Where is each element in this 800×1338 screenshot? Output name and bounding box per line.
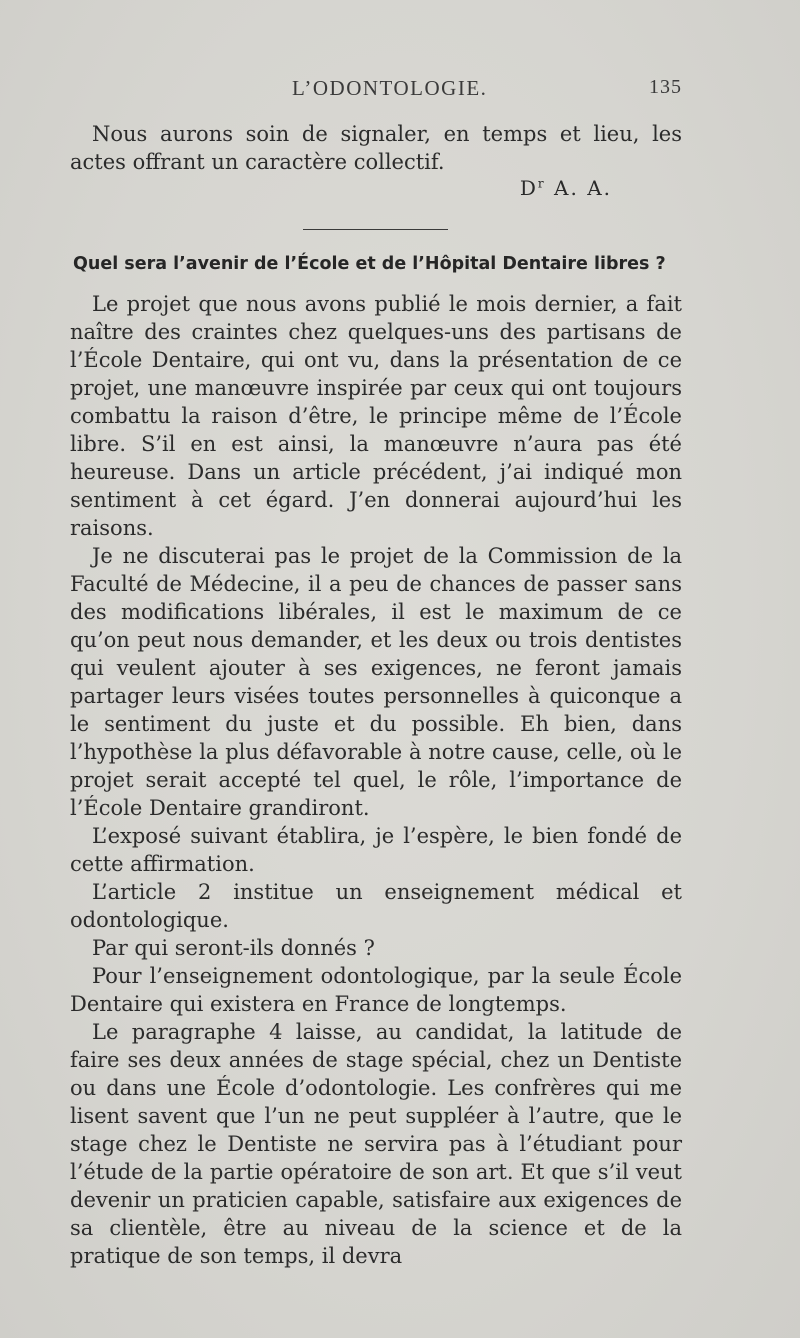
signature-sup: r — [537, 176, 546, 191]
running-header — [0, 76, 800, 106]
article-body — [70, 290, 682, 1270]
article-paragraph: Je ne discuterai pas le projet de la Commission de la Faculté de Médecine, il a peu de chances de passer sans des modifications libérales, il est le maximum de ce qu’on peut nous demander, et les deux ou trois dentistes qui veulent ajouter à ses exigences, ne feront jamais partager leurs visées toutes personnelles à quiconque a le sentiment du juste et du possible. Eh bien, dans l’hypothèse la plus défavorable à notre cause, celle, où le projet serait accepté tel quel, le rôle, l’importance de l’École Dentaire grandiront. — [70, 544, 682, 820]
signature — [520, 176, 612, 200]
article-paragraph: Le paragraphe 4 laisse, au candidat, la latitude de faire ses deux années de stage spécial, chez un Dentiste ou dans une École d’odontologie. Les confrères qui me lisent savent que l’un ne peut suppléer à l’autre, que le stage chez le Dentiste ne servira pas à l’étudiant pour l’étude de la partie opératoire de son art. Et que s’il veut devenir un praticien capable, satisfaire aux exigences de sa clientèle, être au niveau de la science et de la pratique de son temps, il devra — [70, 1020, 682, 1268]
article-paragraph: Pour l’enseignement odontologique, par la seule École Dentaire qui existera en France de longtemps. — [70, 964, 682, 1016]
intro-paragraph: Nous aurons soin de signaler, en temps et lieu, les actes offrant un caractère collectif. — [70, 122, 682, 174]
signature-prefix: D — [519, 176, 538, 200]
running-title: L’ODONTOLOGIE. — [292, 76, 488, 100]
article-paragraph: Le projet que nous avons publié le mois dernier, a fait naître des craintes chez quelques-uns des partisans de l’École Dentaire, qui ont vu, dans la présentation de ce projet, une manœuvre inspirée par ceux qui ont toujours combattu la raison d’être, le principe même de l’École libre. S’il en est ainsi, la manœuvre n’aura pas été heureuse. Dans un article précédent, j’ai indiqué mon sentiment à cet égard. J’en donnerai aujourd’hui les raisons. — [70, 292, 682, 540]
article-paragraph: Par qui seront-ils donnés ? — [92, 936, 375, 960]
intro-paragraph-block — [70, 120, 682, 176]
article-paragraph: L’article 2 institue un enseignement médical et odontologique. — [70, 880, 682, 932]
signature-name: A. A. — [554, 176, 612, 200]
page-number: 135 — [649, 76, 682, 98]
article-heading: Quel sera l’avenir de l’École et de l’Hôpital Dentaire libres ? — [73, 254, 666, 274]
article-paragraph: L’exposé suivant établira, je l’espère, le bien fondé de cette affirmation. — [70, 824, 682, 876]
section-divider — [303, 229, 448, 230]
